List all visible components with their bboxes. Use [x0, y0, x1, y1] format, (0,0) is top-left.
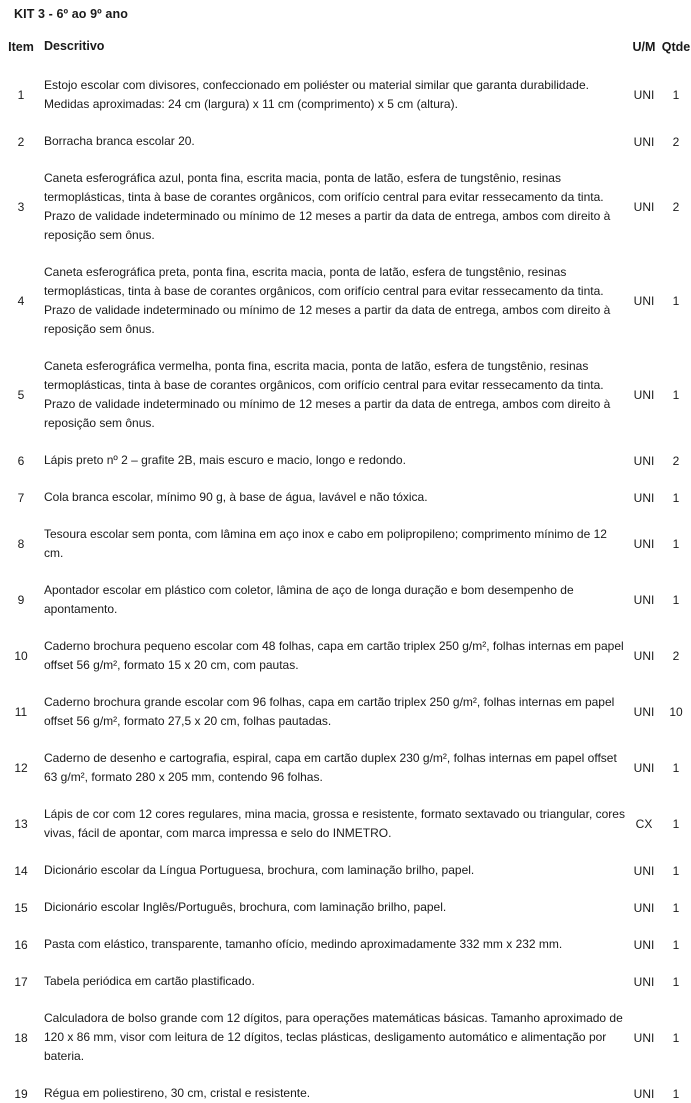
- unit-cell: UNI: [633, 1030, 655, 1045]
- table-row: [8, 1084, 691, 1103]
- column-header-qtde: Qtde: [661, 39, 691, 54]
- table-row: [8, 357, 691, 433]
- quantity-cell: 1: [672, 1030, 680, 1045]
- unit-cell: UNI: [633, 863, 655, 878]
- quantity-cell: 1: [672, 1086, 680, 1101]
- item-number-cell: 3: [17, 200, 25, 214]
- table-header-row: [8, 39, 691, 54]
- description-cell: Cola branca escolar, mínimo 90 g, à base de água, lavável e não tóxica.: [44, 490, 428, 504]
- unit-cell: UNI: [633, 937, 655, 952]
- quantity-cell: 1: [672, 88, 680, 102]
- column-header-um: U/M: [632, 39, 656, 54]
- quantity-cell: 1: [672, 937, 680, 952]
- description-cell: Pasta com elástico, transparente, tamanho ofício, medindo aproximadamente 332 mm x 232 mm.: [44, 937, 563, 951]
- unit-cell: UNI: [633, 537, 655, 551]
- table-row: [8, 972, 691, 991]
- item-number-cell: 5: [17, 388, 25, 402]
- description-cell: Tabela periódica em cartão plastificado.: [44, 974, 255, 988]
- quantity-cell: 2: [672, 200, 680, 214]
- item-number-cell: 10: [14, 649, 28, 663]
- quantity-cell: 2: [672, 649, 680, 663]
- quantity-cell: 1: [672, 761, 680, 775]
- unit-cell: UNI: [633, 134, 655, 149]
- quantity-cell: 10: [669, 705, 683, 719]
- table-row: [8, 581, 691, 619]
- table-row: [8, 525, 691, 563]
- description-cell: Lápis preto nº 2 – grafite 2B, mais escuro e macio, longo e redondo.: [44, 453, 406, 467]
- unit-cell: UNI: [633, 388, 655, 402]
- column-header-descritivo: Descritivo: [44, 39, 105, 53]
- item-number-cell: 18: [14, 1030, 28, 1045]
- item-number-cell: 16: [14, 937, 28, 952]
- table-row: [8, 451, 691, 470]
- description-cell: Calculadora de bolso grande com 12 dígitos, para operações matemáticas básicas. Tamanho aproximado de 120 x 86 mm, visor com leitura de 12 dígitos, teclas plásticas, desligamento automático e alimentação por bateria.: [44, 1011, 623, 1063]
- table-row: [8, 637, 691, 675]
- description-cell: Régua em poliestireno, 30 cm, cristal e resistente.: [44, 1086, 311, 1100]
- description-cell: Caderno brochura grande escolar com 96 folhas, capa em cartão triplex 250 g/m², folhas internas em papel offset 56 g/m², formato 27,5 x 20 cm, folhas pautadas.: [44, 695, 615, 728]
- item-number-cell: 1: [17, 88, 25, 102]
- table-row: [8, 935, 691, 954]
- page-title: KIT 3 - 6º ao 9º ano: [14, 7, 128, 21]
- description-cell: Caneta esferográfica preta, ponta fina, escrita macia, ponta de latão, esfera de tungstênio, resinas termoplásticas, tinta à base de corantes orgânicos, com orifício central para evitar ressecamento da tinta. Prazo de validade indeterminado ou mínimo de 12 meses a partir da data de entrega, ambos com direito à reposição sem ônus.: [44, 265, 611, 336]
- quantity-cell: 1: [672, 593, 680, 607]
- item-number-cell: 2: [17, 134, 25, 149]
- table-row: [8, 488, 691, 507]
- description-cell: Lápis de cor com 12 cores regulares, mina macia, grossa e resistente, formato sextavado ou triangular, cores vivas, fácil de apontar, com marca impressa e selo do INMETRO.: [44, 807, 625, 840]
- table-row: [8, 898, 691, 917]
- quantity-cell: 1: [672, 294, 680, 308]
- unit-cell: CX: [635, 817, 653, 831]
- item-number-cell: 8: [17, 537, 25, 551]
- item-number-cell: 9: [17, 593, 25, 607]
- quantity-cell: 2: [672, 453, 680, 468]
- description-cell: Borracha branca escolar 20.: [44, 134, 195, 148]
- table-row: [8, 263, 691, 339]
- description-cell: Estojo escolar com divisores, confeccionado em poliéster ou material similar que garanta durabilidade. Medidas aproximadas: 24 cm (largura) x 11 cm (comprimento) x 5 cm (altura).: [44, 78, 589, 111]
- description-cell: Caneta esferográfica azul, ponta fina, escrita macia, ponta de latão, esfera de tungstênio, resinas termoplásticas, tinta à base de corantes orgânicos, com orifício central para evitar ressecamento da tinta. Prazo de validade indeterminado ou mínimo de 12 meses a partir da data de entrega, ambos com direito à reposição sem ônus.: [44, 171, 611, 242]
- description-cell: Dicionário escolar da Língua Portuguesa, brochura, com laminação brilho, papel.: [44, 863, 475, 877]
- item-number-cell: 17: [14, 974, 28, 989]
- table-row: [8, 1009, 691, 1066]
- unit-cell: UNI: [633, 200, 655, 214]
- table-row: [8, 749, 691, 787]
- unit-cell: UNI: [633, 294, 655, 308]
- table-row: [8, 76, 691, 114]
- table-row: [8, 805, 691, 843]
- unit-cell: UNI: [633, 453, 655, 468]
- item-number-cell: 11: [14, 705, 28, 719]
- item-number-cell: 4: [17, 294, 25, 308]
- item-number-cell: 14: [14, 863, 28, 878]
- table-row: [8, 132, 691, 151]
- table-row: [8, 169, 691, 245]
- unit-cell: UNI: [633, 88, 655, 102]
- quantity-cell: 1: [672, 388, 680, 402]
- quantity-cell: 1: [672, 537, 680, 551]
- quantity-cell: 1: [672, 490, 680, 505]
- description-cell: Caderno de desenho e cartografia, espiral, capa em cartão duplex 230 g/m², folhas internas em papel offset 63 g/m², formato 280 x 205 mm, contendo 96 folhas.: [44, 751, 617, 784]
- item-number-cell: 7: [17, 490, 25, 505]
- unit-cell: UNI: [633, 649, 655, 663]
- quantity-cell: 1: [672, 900, 680, 915]
- unit-cell: UNI: [633, 593, 655, 607]
- description-cell: Caderno brochura pequeno escolar com 48 folhas, capa em cartão triplex 250 g/m², folhas internas em papel offset 56 g/m², formato 15 x 20 cm, com pautas.: [44, 639, 624, 672]
- item-number-cell: 19: [14, 1086, 28, 1101]
- quantity-cell: 1: [672, 863, 680, 878]
- unit-cell: UNI: [633, 900, 655, 915]
- quantity-cell: 1: [672, 817, 680, 831]
- unit-cell: UNI: [633, 490, 655, 505]
- item-number-cell: 6: [17, 453, 25, 468]
- quantity-cell: 1: [672, 974, 680, 989]
- unit-cell: UNI: [633, 705, 655, 719]
- unit-cell: UNI: [633, 1086, 655, 1101]
- column-header-item: Item: [8, 39, 34, 54]
- description-cell: Dicionário escolar Inglês/Português, brochura, com laminação brilho, papel.: [44, 900, 447, 914]
- description-cell: Apontador escolar em plástico com coletor, lâmina de aço de longa duração e bom desempenho de apontamento.: [44, 583, 574, 616]
- table-body: [8, 76, 691, 1103]
- description-cell: Caneta esferográfica vermelha, ponta fina, escrita macia, ponta de latão, esfera de tungstênio, resinas termoplásticas, tinta à base de corantes orgânicos, com orifício central para evitar ressecamento da tinta. Prazo de validade indeterminado ou mínimo de 12 meses a partir da data de entrega, ambos com direito à reposição sem ônus.: [44, 359, 611, 430]
- description-cell: Tesoura escolar sem ponta, com lâmina em aço inox e cabo em polipropileno; comprimento mínimo de 12 cm.: [44, 527, 607, 560]
- table-row: [8, 693, 691, 731]
- table-row: [8, 861, 691, 880]
- quantity-cell: 2: [672, 134, 680, 149]
- item-number-cell: 13: [14, 817, 28, 831]
- unit-cell: UNI: [633, 761, 655, 775]
- unit-cell: UNI: [633, 974, 655, 989]
- item-number-cell: 15: [14, 900, 28, 915]
- item-number-cell: 12: [14, 761, 28, 775]
